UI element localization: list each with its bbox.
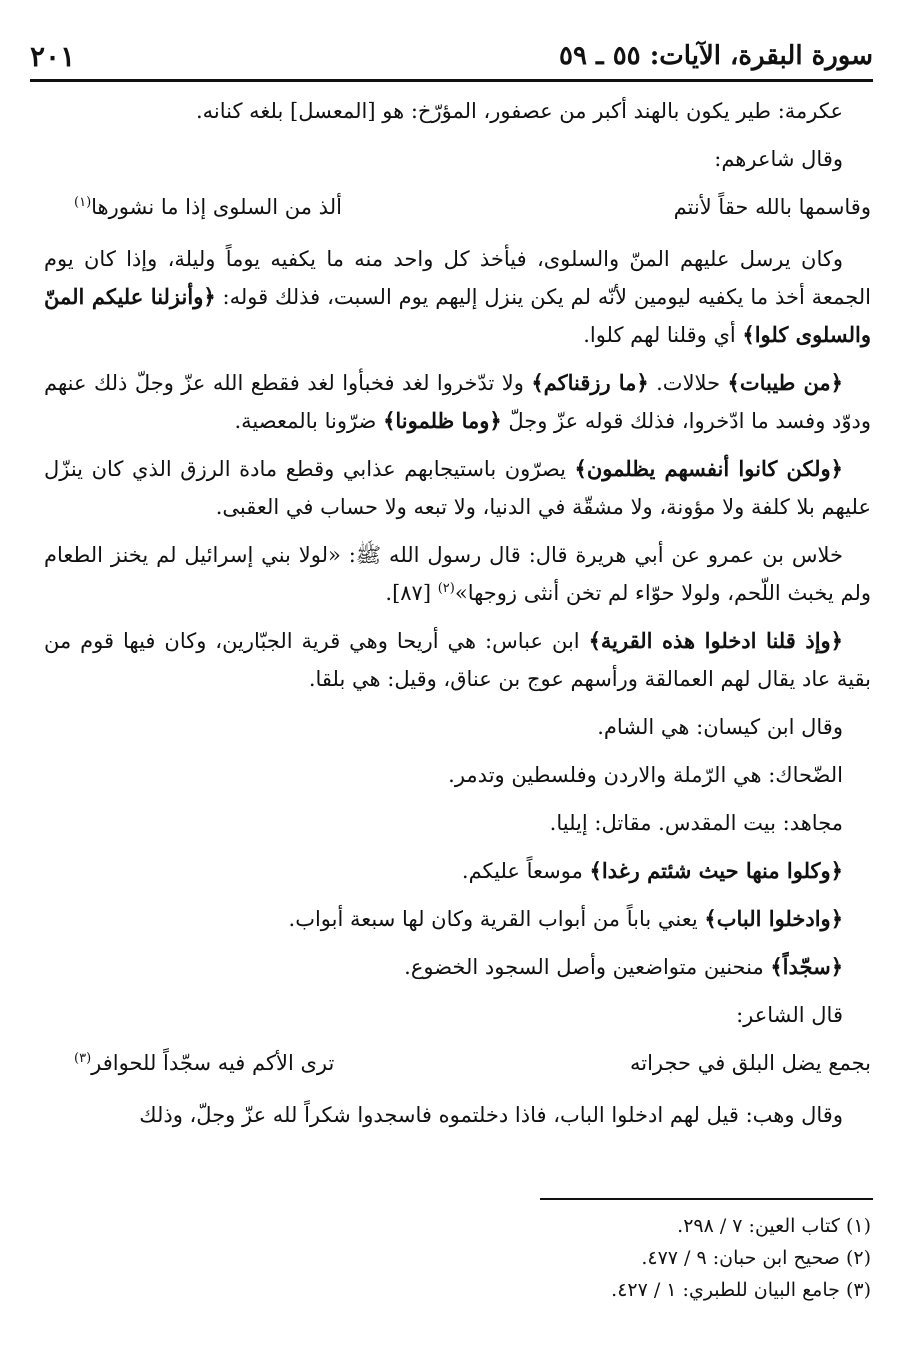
footnote-item [400, 1242, 871, 1274]
verse-second-half-text: ترى الأكم فيه سجّداً للحوافر [91, 1051, 335, 1075]
footnote-ref: (١) [74, 195, 92, 210]
paragraph [44, 240, 871, 354]
poem-verse [44, 188, 871, 226]
main-text [44, 92, 871, 1144]
quran-quote: ﴿وإذ قلنا ادخلوا هذه القرية﴾ [588, 628, 843, 653]
text-run: حلالات. [648, 371, 728, 395]
footnote-rule [540, 1198, 873, 1200]
paragraph [44, 622, 871, 698]
paragraph [44, 900, 871, 938]
text-run: منحنين متواضعين وأصل السجود الخضوع. [404, 955, 771, 979]
hadith-text: خلاس بن عمرو عن أبي هريرة قال: قال رسول الله ﷺ: «لولا بني إسرائيل لم يخنز الطعام ولم يخبث اللّحم، ولولا حوّاء لم تخن أنثى زوجها» [44, 543, 871, 605]
verse-first-half: وقاسمها بالله حقاً لأنتم [673, 195, 871, 219]
paragraph [44, 364, 871, 440]
page-number: ٢٠١ [30, 39, 76, 73]
text-run: وكان يرسل عليهم المنّ والسلوى، فيأخذ كل واحد منه ما يكفيه يوماً وليلة، وإذا كان يوم الجمعة أخذ ما يكفيه ليومين لأنّه لم يكن ينزل إليهم يوم السبت، فذلك قوله: [44, 247, 871, 309]
quran-quote: ﴿ولكن كانوا أنفسهم يظلمون﴾ [574, 456, 843, 481]
text-run: أي وقلنا لهم كلوا. [583, 323, 743, 347]
text-run: ابن عباس: هي أريحا وهي قرية الجبّارين، وكان فيها قوم من بقية عاد يقال لهم العمالقة ورأسهم عوج بن عناق، وقيل: هي بلقا. [44, 629, 871, 691]
footnotes [400, 1210, 871, 1306]
verse-first-half: بجمع يضل البلق في حجراته [629, 1051, 871, 1075]
footnote-ref: (٢) [437, 581, 455, 596]
verse-second-half-text: ألذ من السلوى إذا ما نشورها [91, 195, 342, 219]
paragraph: الضّحاك: هي الرّملة والاردن وفلسطين وتدمر. [448, 763, 843, 787]
footnote-item [400, 1274, 871, 1306]
footnote-text: جامع البيان للطبري: ١ / ٤٢٧. [611, 1279, 840, 1301]
paragraph: قال الشاعر: [736, 1003, 843, 1027]
footnote-ref: (٣) [74, 1051, 92, 1066]
text-run: ولا تدّخروا لغد فخبأوا لغد فقطع الله عزّ وجلّ ذلك عنهم ودوّد وفسد ما ادّخروا، فذلك قوله عزّ وجلّ [44, 371, 871, 433]
quran-quote: ﴿وما ظلمونا﴾ [383, 408, 502, 433]
paragraph: وقال وهب: قيل لهم ادخلوا الباب، فاذا دخلتموه فاسجدوا شكراً لله عزّ وجلّ، وذلك [139, 1103, 843, 1127]
running-title: سورة البقرة، الآيات: ٥٥ ـ ٥٩ [559, 41, 873, 71]
text-run: يصرّون باستيجابهم عذابي وقطع مادة الرزق الذي كان ينزّل عليهم بلا كلفة ولا مؤونة، ولا مشقّة في الدنيا، ولا تبعه ولا حساب في العقبى. [44, 457, 871, 519]
quran-quote: ﴿وأنزلنا عليكم المنّ والسلوى كلوا﴾ [44, 284, 871, 347]
verse-second-half [74, 1044, 334, 1082]
text-run: ضرّونا بالمعصية. [234, 409, 384, 433]
footnote-number: (١) [845, 1215, 871, 1237]
verse-second-half [74, 188, 342, 226]
footnote-text: صحيح ابن حبان: ٩ / ٤٧٧. [641, 1247, 840, 1269]
paragraph [44, 450, 871, 526]
quran-quote: ﴿سجّداً﴾ [770, 954, 843, 979]
header-rule [30, 79, 873, 82]
text-run: [٨٧]. [385, 581, 438, 605]
footnote-item [400, 1210, 871, 1242]
quran-quote: ﴿وادخلوا الباب﴾ [704, 906, 843, 931]
footnote-number: (٣) [845, 1279, 871, 1301]
quran-quote: ﴿من طيبات﴾ [727, 370, 843, 395]
paragraph: وقال شاعرهم: [714, 147, 843, 171]
text-run: يعني باباً من أبواب القرية وكان لها سبعة أبواب. [288, 907, 705, 931]
paragraph [44, 948, 871, 986]
quran-quote: ﴿ما رزقناكم﴾ [531, 370, 649, 395]
paragraph [44, 536, 871, 612]
footnote-number: (٢) [845, 1247, 871, 1269]
paragraph [44, 852, 871, 890]
footnote-text: كتاب العين: ٧ / ٢٩٨. [677, 1215, 840, 1237]
poem-verse [44, 1044, 871, 1082]
paragraph: وقال ابن كيسان: هي الشام. [597, 715, 843, 739]
quran-quote: ﴿وكلوا منها حيث شئتم رغدا﴾ [589, 858, 843, 883]
page-header [30, 34, 873, 78]
text-run: موسعاً عليكم. [461, 859, 590, 883]
paragraph: مجاهد: بيت المقدس. مقاتل: إيليا. [549, 811, 843, 835]
paragraph: عكرمة: طير يكون بالهند أكبر من عصفور، المؤرّخ: هو [المعسل] بلغه كنانه. [195, 99, 843, 123]
